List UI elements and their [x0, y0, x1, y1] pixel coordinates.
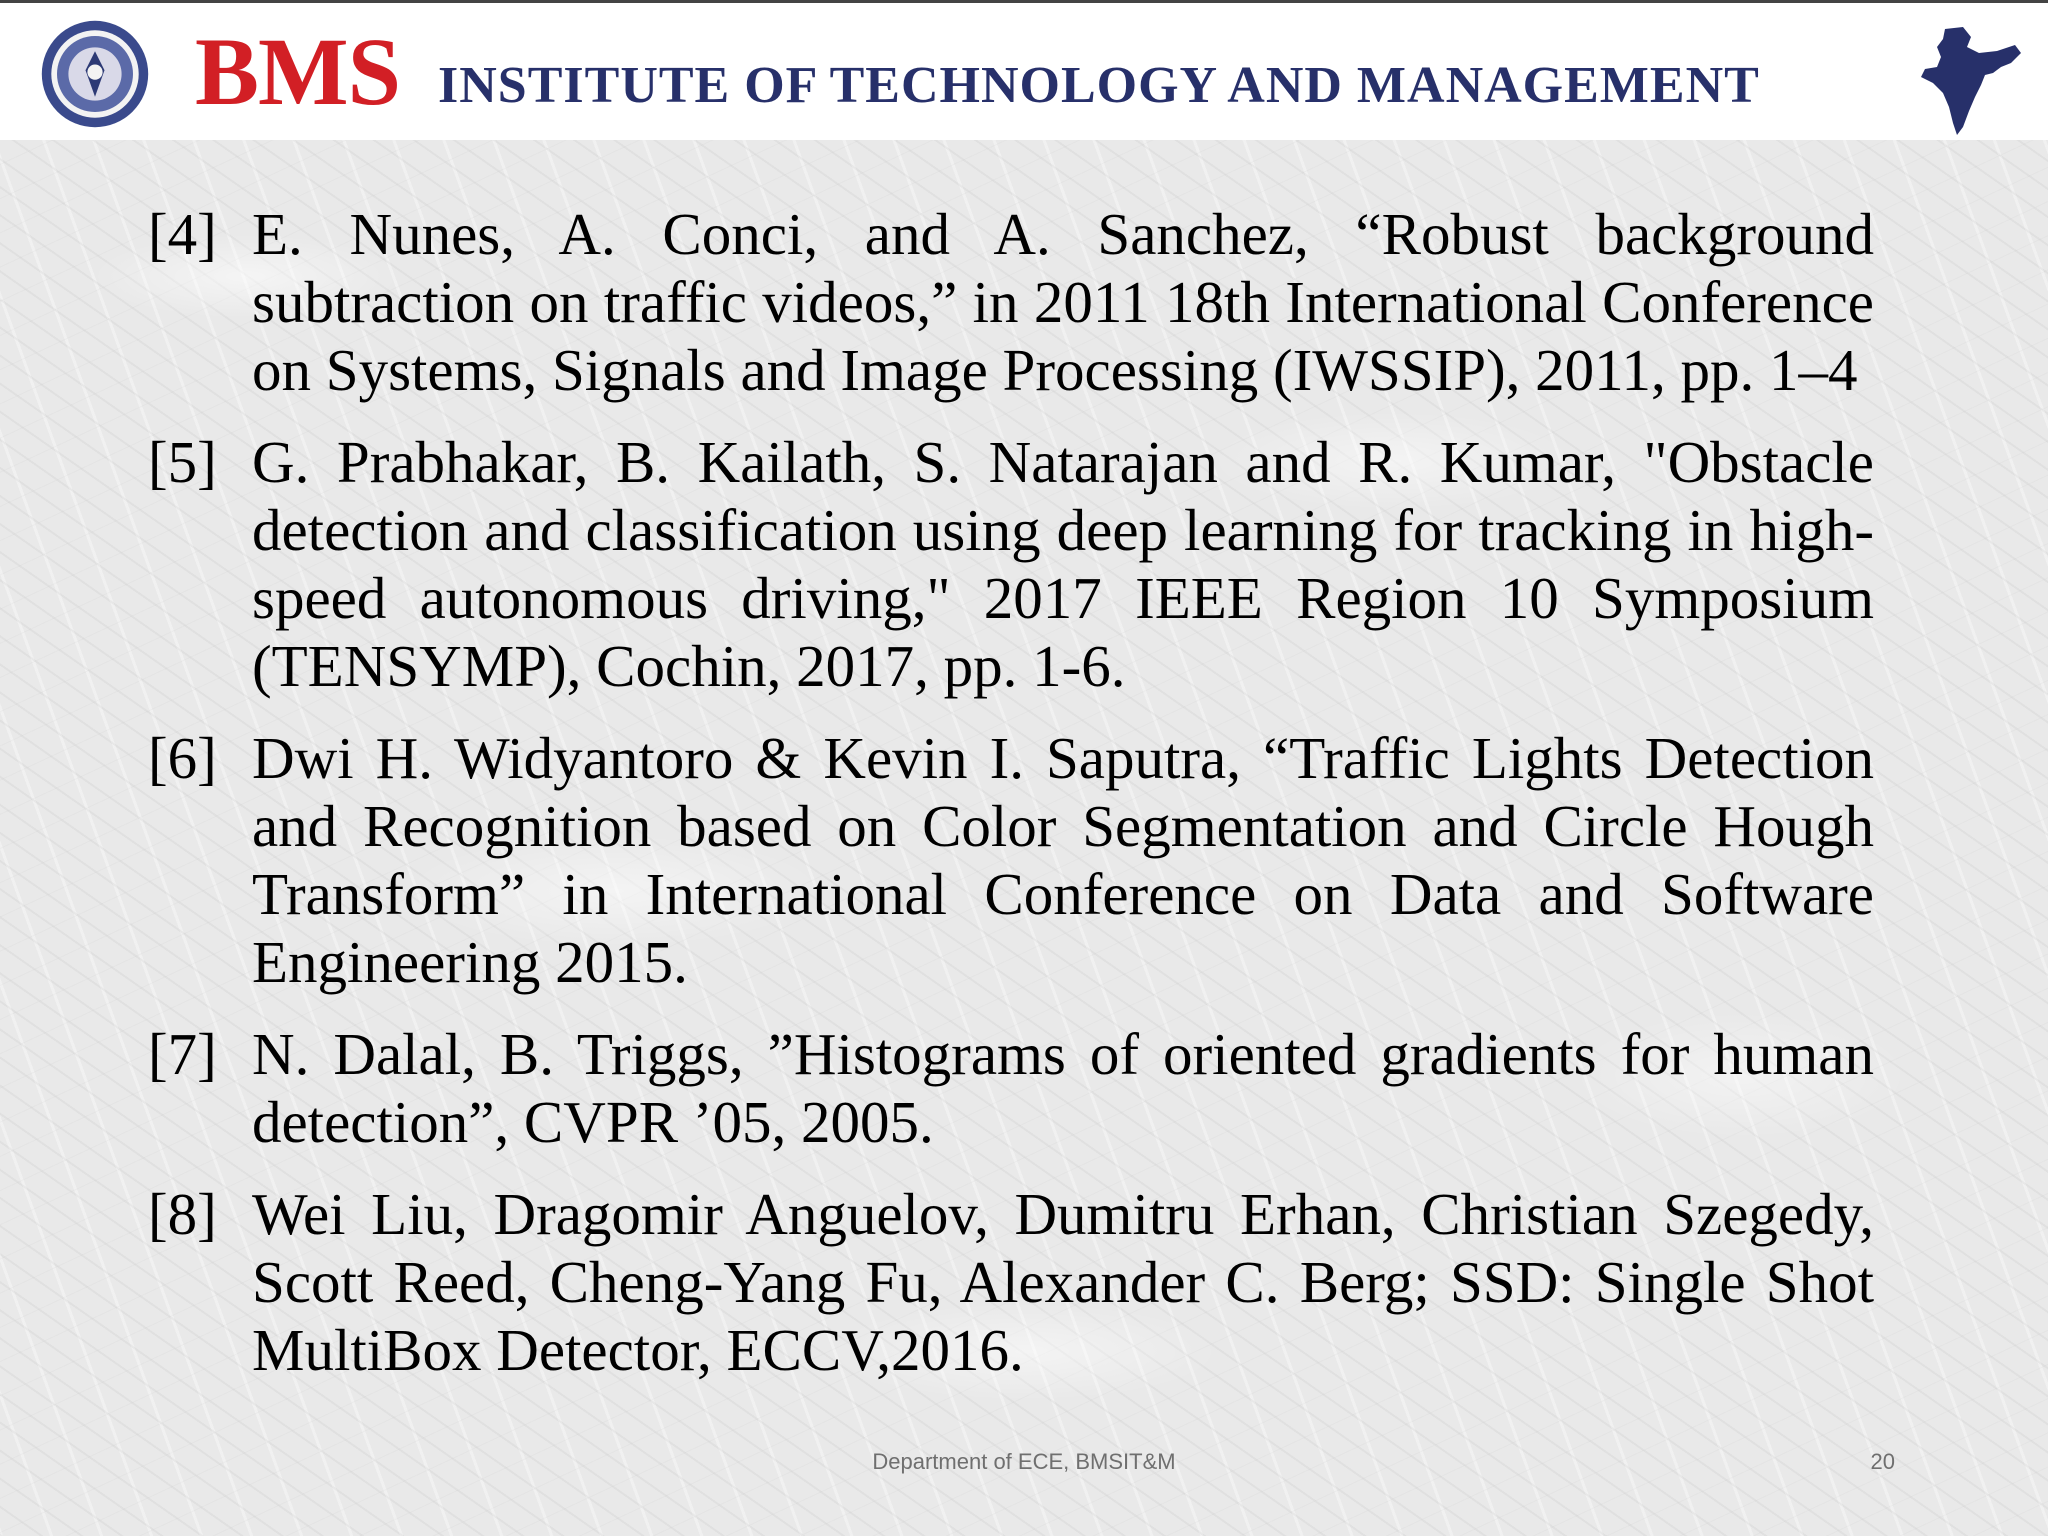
reference-number: [5] [148, 429, 217, 495]
institute-name: INSTITUTE OF TECHNOLOGY AND MANAGEMENT [438, 57, 1760, 114]
reference-number: [4] [148, 201, 217, 267]
reference-item [148, 200, 1874, 404]
reference-list [148, 200, 1874, 1408]
india-map-icon [1915, 23, 2025, 143]
reference-text: G. Prabhakar, B. Kailath, S. Natarajan and R. Kumar, "Obstacle detection and classification using deep learning for tracking in high-speed autonomous driving," 2017 IEEE Region 10 Symposium (TENSYMP), Cochin, 2017, pp. 1-6. [252, 429, 1874, 699]
brand-name: BMS [195, 18, 401, 125]
reference-number: [6] [148, 725, 217, 791]
slide-header [0, 0, 2048, 140]
reference-item [148, 428, 1874, 700]
reference-item [148, 724, 1874, 996]
reference-item [148, 1180, 1874, 1384]
reference-number: [7] [148, 1021, 217, 1087]
footer-department: Department of ECE, BMSIT&M [872, 1449, 1176, 1474]
institute-seal-icon [38, 17, 152, 131]
reference-number: [8] [148, 1181, 217, 1247]
reference-item [148, 1020, 1874, 1156]
reference-text: Dwi H. Widyantoro & Kevin I. Saputra, “Traffic Lights Detection and Recognition based on Color Segmentation and Circle Hough Transform” in International Conference on Data and Software Engineering 2015. [252, 725, 1874, 995]
reference-text: Wei Liu, Dragomir Anguelov, Dumitru Erhan, Christian Szegedy, Scott Reed, Cheng-Yang Fu, Alexander C. Berg; SSD: Single Shot MultiBox Detector, ECCV,2016. [252, 1181, 1874, 1383]
reference-text: E. Nunes, A. Conci, and A. Sanchez, “Robust background subtraction on traffic videos,” in 2011 18th International Conference on Systems, Signals and Image Processing (IWSSIP), 2011, pp. 1–4 [252, 201, 1874, 403]
slide-number: 20 [1870, 1449, 1895, 1474]
reference-text: N. Dalal, B. Triggs, ”Histograms of oriented gradients for human detection”, CVPR ’05, 2005. [252, 1021, 1874, 1155]
